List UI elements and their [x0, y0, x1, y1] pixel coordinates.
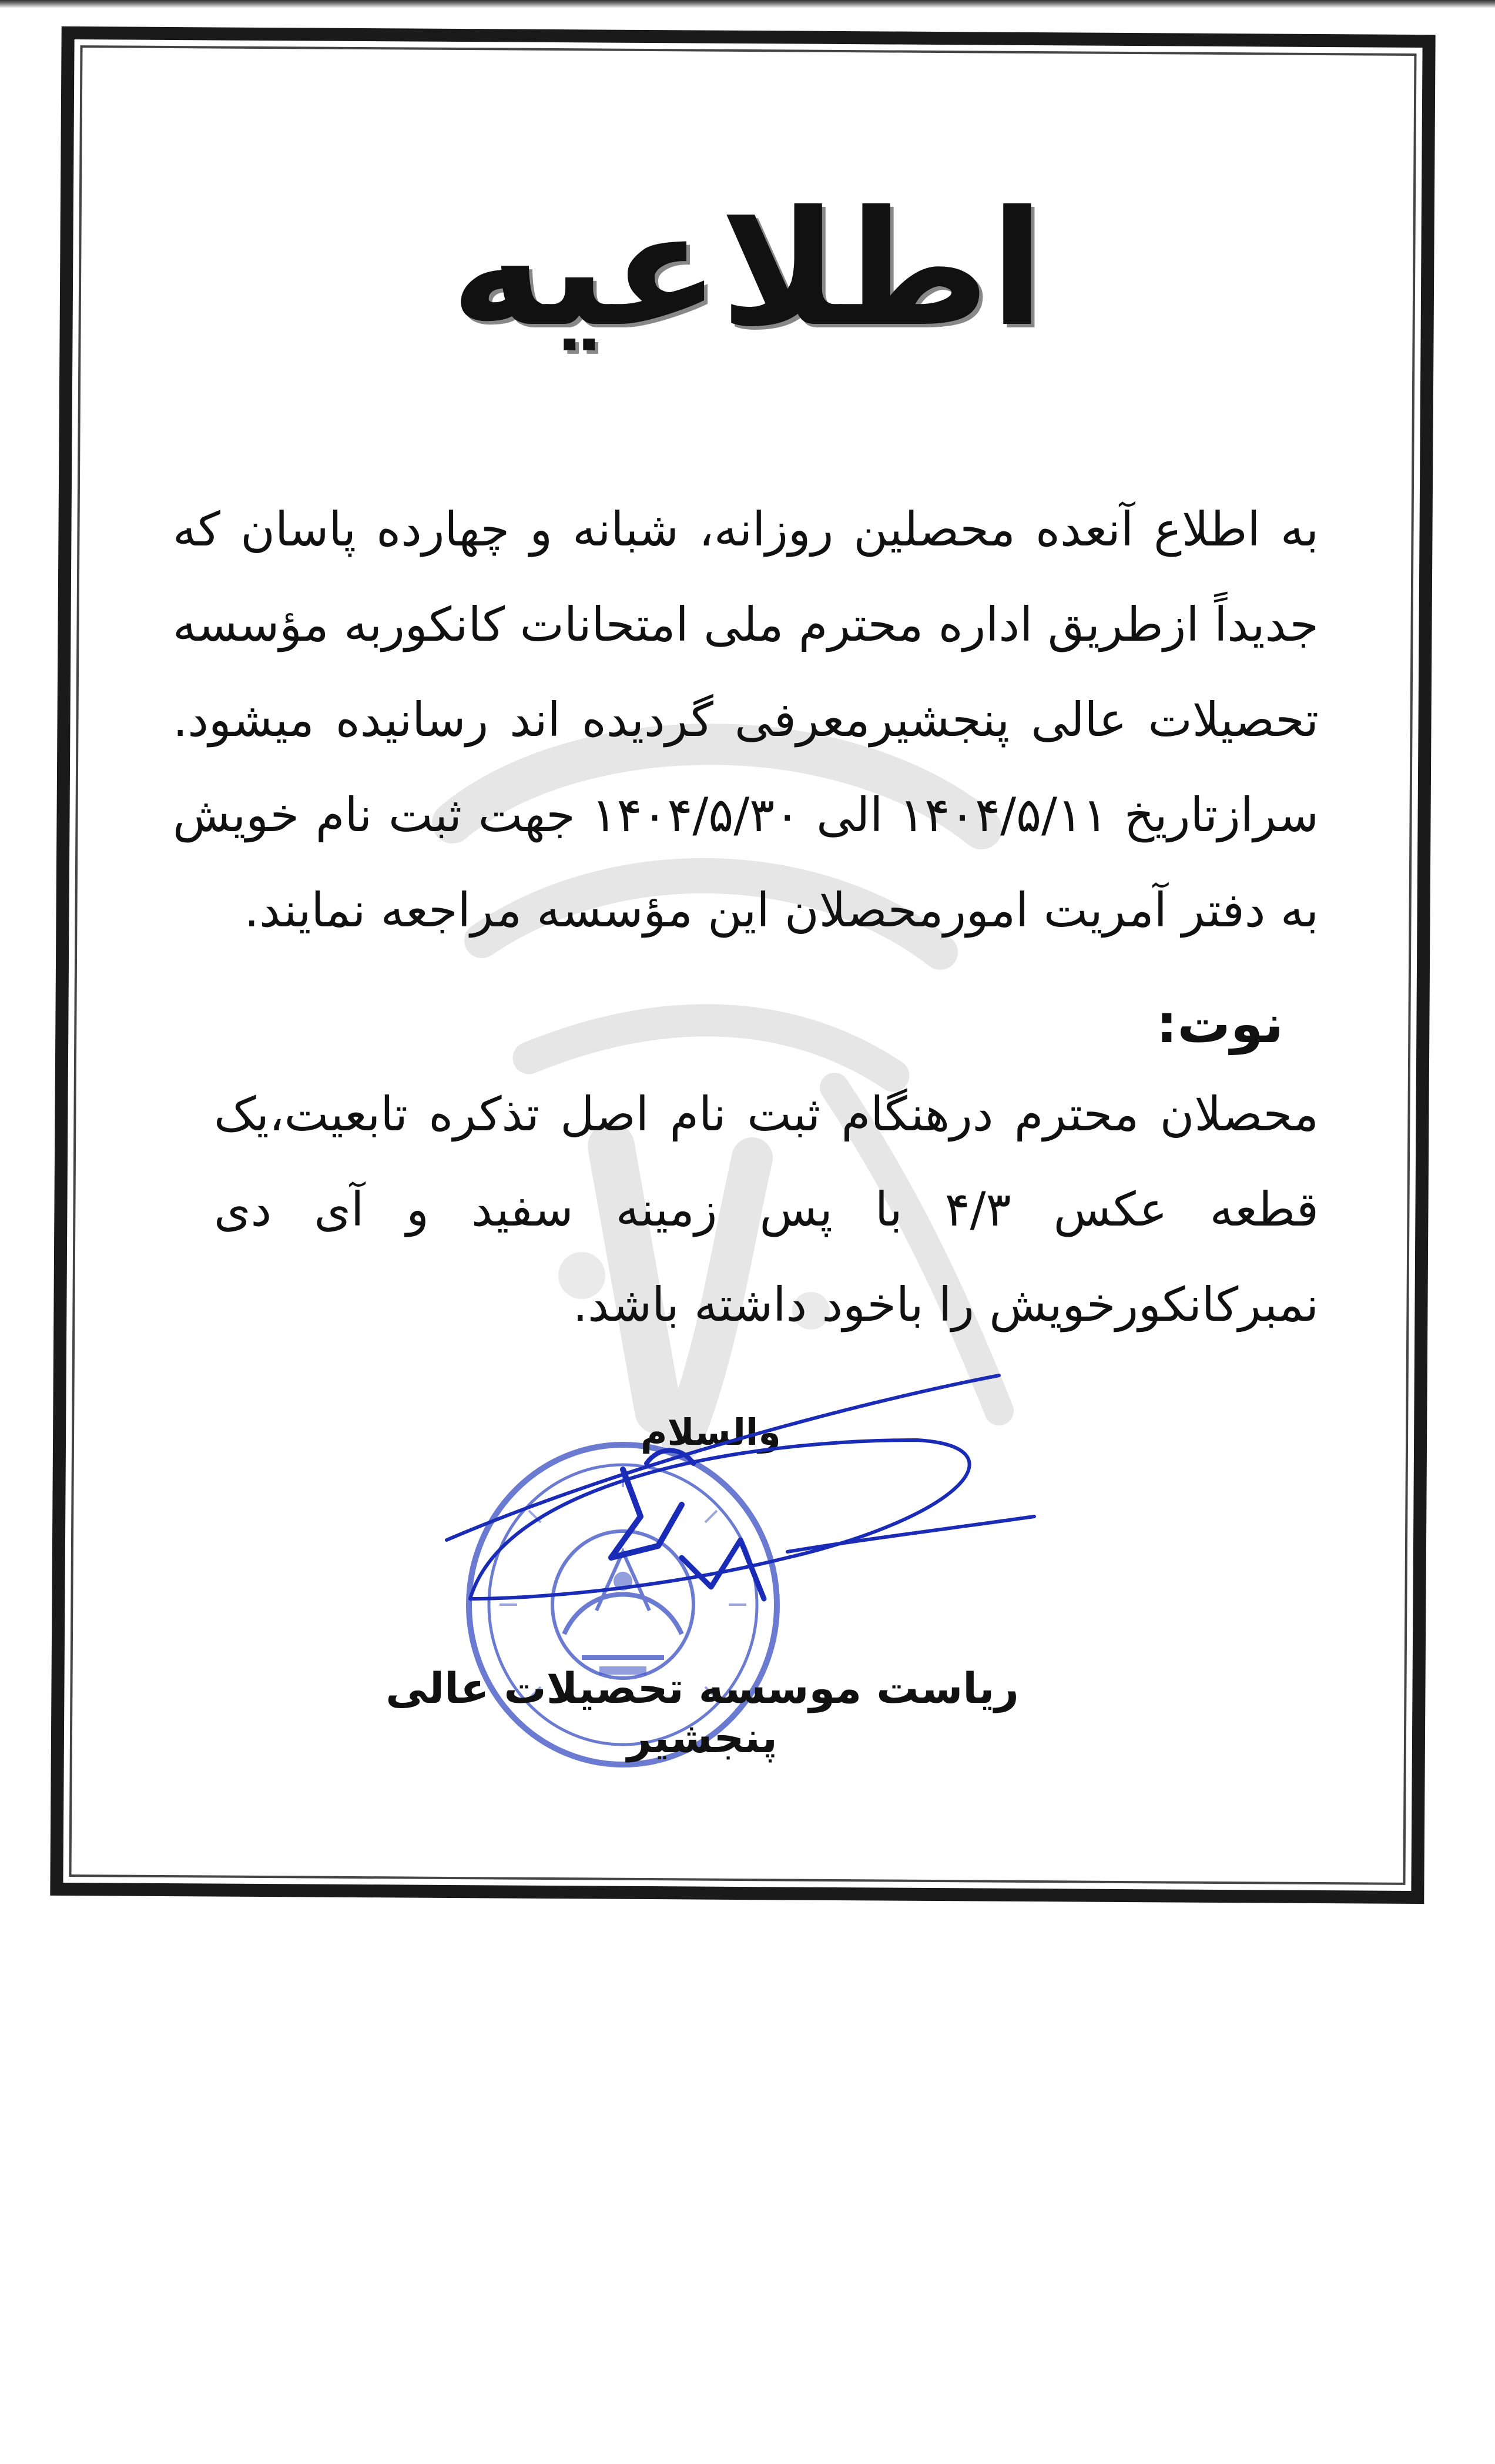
note-heading: نوت: [1156, 993, 1283, 1055]
document-title: اطلاعیه [450, 176, 1045, 361]
note-text: محصلان محترم درهنگام ثبت نام اصل تذکره تابعیت،یک قطعه عکس ۴/۳ با پس زمینه سفید و آی دی نمبرکانکورخویش را باخود داشته باشد. [214, 1087, 1319, 1332]
scan-top-edge [0, 0, 1495, 8]
announcement-body: به اطلاع آنعده محصلین روزانه، شبانه و چهارده پاسان که جدیداً ازطریق اداره محترم ملی امتحانات کانکوربه مؤسسه تحصیلات عالی پنجشیرمعرفی گردیده اند رسانیده میشود. سرازتاریخ ۱۴۰۴/۵/۱۱ الی ۱۴۰۴/۵/۳۰ جهت ثبت نام خویش به دفتر آمریت امورمحصلان این مؤسسه مراجعه نمایند. [173, 502, 1319, 938]
signature-icon [435, 1364, 1046, 1669]
signatory-title: ریاست موسسه تحصیلات عالی پنجشیر [386, 1663, 1019, 1762]
closing-salutation: والسلام [641, 1411, 781, 1454]
